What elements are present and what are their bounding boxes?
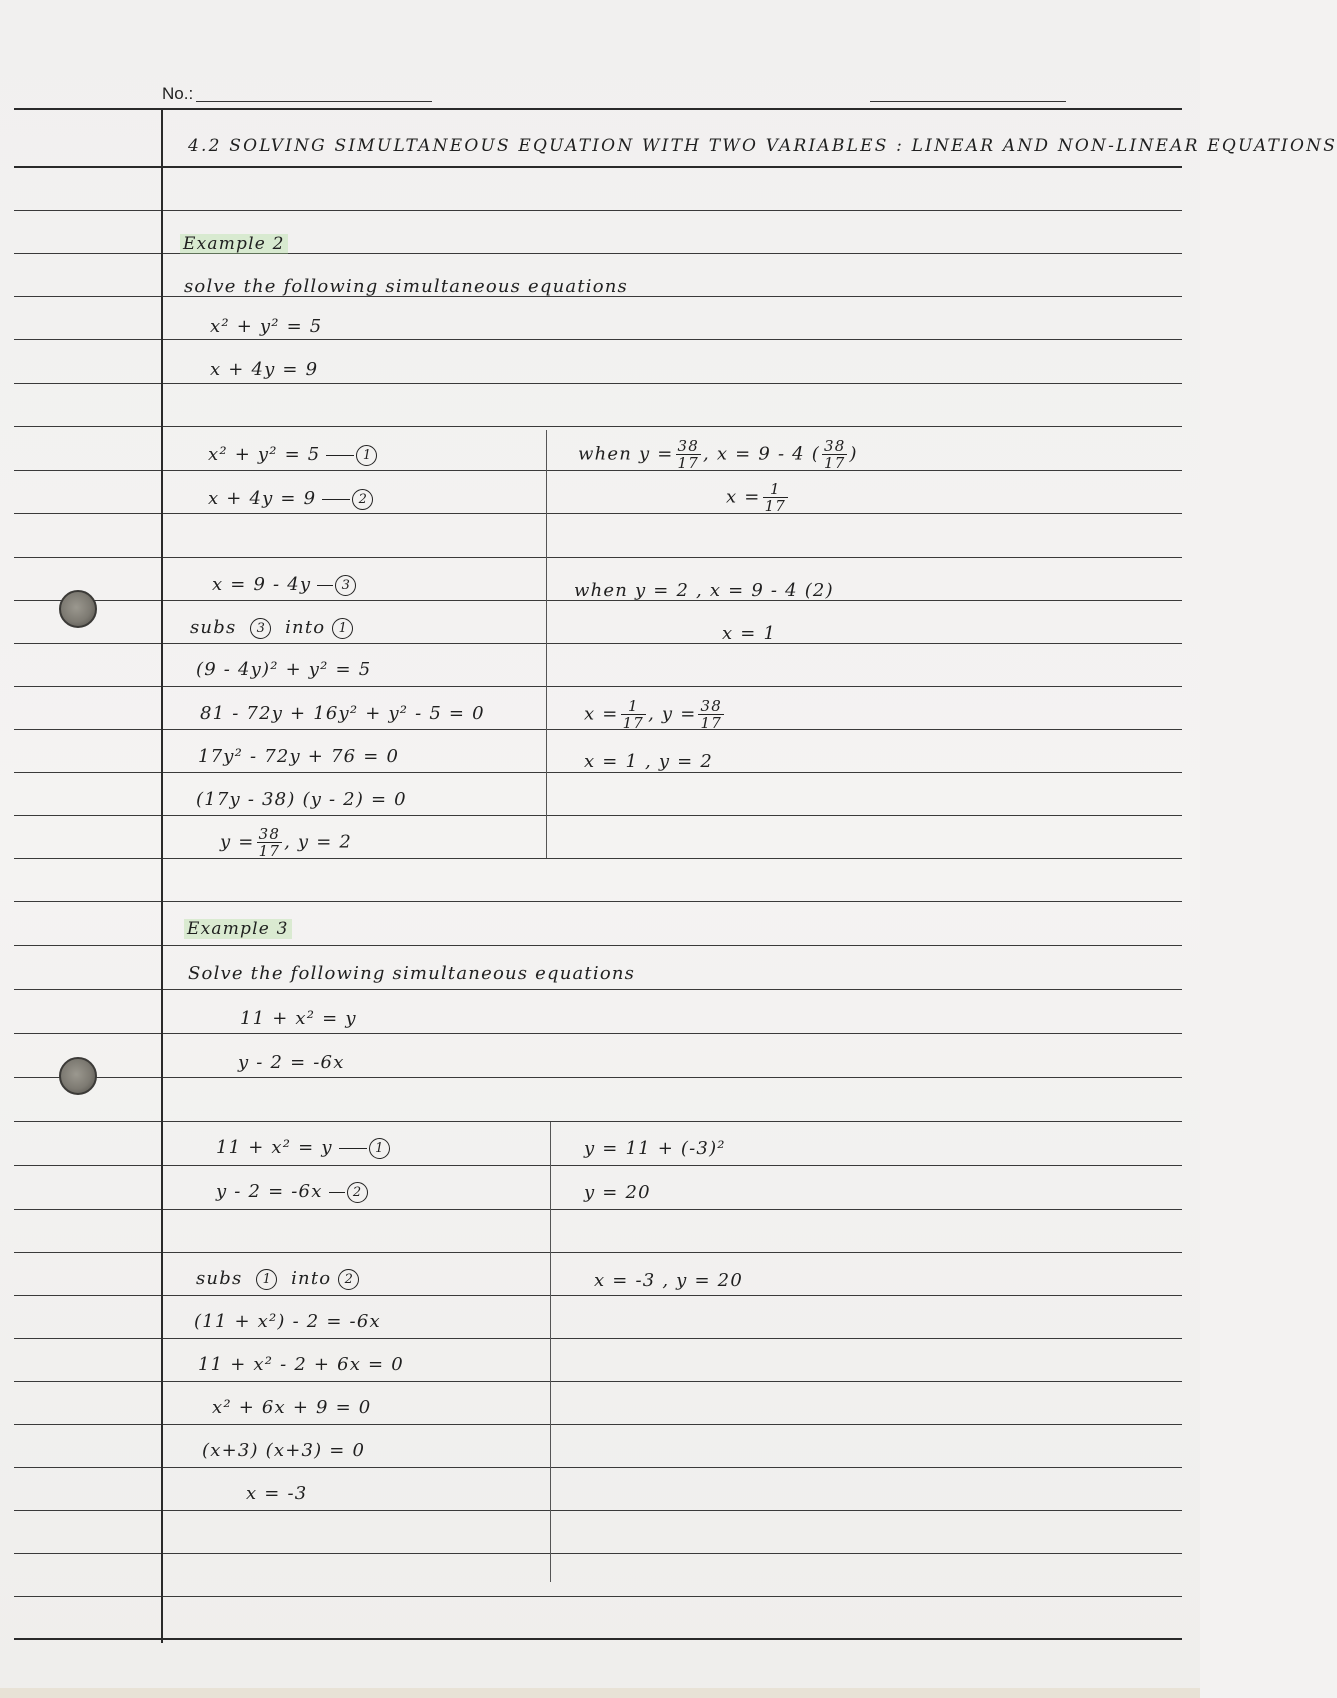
solution: x = -3 , y = 20 xyxy=(594,1270,743,1291)
column-divider xyxy=(546,430,547,858)
given-equation: y - 2 = -6x xyxy=(238,1052,345,1073)
date-field xyxy=(870,101,1066,102)
rule-line xyxy=(14,858,1182,859)
rule-line xyxy=(14,772,1182,773)
rule-line xyxy=(14,1033,1182,1034)
rule-line xyxy=(14,210,1182,211)
rule-line xyxy=(14,1338,1182,1339)
x-value-1: x = $\frac{1}{17}$ xyxy=(726,480,787,515)
page-edge xyxy=(0,1688,1200,1698)
rule-line xyxy=(14,945,1182,946)
substitute-y2: when y = 2 , x = 9 - 4 (2) xyxy=(574,580,834,601)
given-equation: x² + y² = 5 xyxy=(210,316,323,337)
rule-line xyxy=(14,989,1182,990)
given-equation: x + 4y = 9 xyxy=(210,359,319,380)
binder-hole xyxy=(59,1057,97,1095)
column-divider xyxy=(550,1122,551,1582)
equation-2: y - 2 = -6x 2 xyxy=(216,1181,368,1203)
rule-line xyxy=(14,901,1182,902)
rule-line xyxy=(14,1596,1182,1597)
rule-line xyxy=(14,815,1182,816)
equation-tag: 2 xyxy=(347,1182,368,1203)
example-2-instruction: solve the following simultaneous equations xyxy=(184,276,628,297)
solution-2: x = 1 , y = 2 xyxy=(584,751,714,772)
rule-line xyxy=(14,513,1182,514)
rule-line xyxy=(14,108,1182,110)
equation-tag: 1 xyxy=(356,445,377,466)
page-number-field xyxy=(196,101,432,102)
y-substitution: y = 11 + (-3)² xyxy=(584,1138,726,1159)
working-step: 17y² - 72y + 76 = 0 xyxy=(198,746,400,767)
rule-line xyxy=(14,1553,1182,1554)
equation-3: x = 9 - 4y 3 xyxy=(212,574,356,596)
binder-hole xyxy=(59,590,97,628)
margin-line xyxy=(161,108,163,1643)
rule-line xyxy=(14,1077,1182,1078)
x-value-2: x = 1 xyxy=(722,623,777,644)
solution-1: x = $\frac{1}{17}$ , y = $\frac{38}{17}$ xyxy=(584,697,722,732)
working-step: x² + 6x + 9 = 0 xyxy=(212,1397,372,1418)
equation-1: x² + y² = 5 1 xyxy=(208,444,377,466)
rule-line xyxy=(14,426,1182,427)
substitute-y1: when y = $\frac{38}{17}$ , x = 9 - 4 ( $\frac{38}{17}$ ) xyxy=(578,437,858,472)
page-title: 4.2 SOLVING SIMULTANEOUS EQUATION WITH TWO VARIABLES : LINEAR AND NON-LINEAR EQUATIONS xyxy=(188,136,1337,156)
working-step: 81 - 72y + 16y² + y² - 5 = 0 xyxy=(200,703,485,724)
rule-line xyxy=(14,339,1182,340)
equation-tag: 1 xyxy=(369,1138,390,1159)
y-roots: y = $\frac{38}{17}$ , y = 2 xyxy=(220,825,353,860)
rule-line xyxy=(14,686,1182,687)
working-step: (x+3) (x+3) = 0 xyxy=(202,1440,366,1461)
given-equation: 11 + x² = y xyxy=(240,1008,357,1029)
substitution-step: subs 1 into 2 xyxy=(196,1268,359,1290)
working-step: 11 + x² - 2 + 6x = 0 xyxy=(198,1354,404,1375)
example-2-heading: Example 2 xyxy=(180,234,288,254)
equation-tag: 2 xyxy=(352,489,373,510)
example-3-heading: Example 3 xyxy=(184,919,292,939)
working-step: (11 + x²) - 2 = -6x xyxy=(194,1311,381,1332)
rule-line xyxy=(14,1510,1182,1511)
equation-tag: 3 xyxy=(335,575,356,596)
rule-line xyxy=(14,1295,1182,1296)
rule-line xyxy=(14,166,1182,168)
rule-line xyxy=(14,383,1182,384)
y-value: y = 20 xyxy=(584,1182,651,1203)
example-3-instruction: Solve the following simultaneous equations xyxy=(188,963,636,984)
rule-line xyxy=(14,1467,1182,1468)
rule-line xyxy=(14,1424,1182,1425)
substitution-step: subs 3 into 1 xyxy=(190,617,353,639)
rule-line xyxy=(14,1209,1182,1210)
rule-line xyxy=(14,1165,1182,1166)
rule-line xyxy=(14,643,1182,644)
working-step: (9 - 4y)² + y² = 5 xyxy=(196,659,372,680)
x-root: x = -3 xyxy=(246,1483,308,1504)
rule-line xyxy=(14,1381,1182,1382)
page-number-label: No.: xyxy=(162,84,194,103)
working-step: (17y - 38) (y - 2) = 0 xyxy=(196,789,407,810)
equation-2: x + 4y = 9 2 xyxy=(208,488,373,510)
rule-line xyxy=(14,1121,1182,1122)
rule-line xyxy=(14,557,1182,558)
rule-line xyxy=(14,1638,1182,1640)
rule-line xyxy=(14,1252,1182,1253)
equation-1: 11 + x² = y 1 xyxy=(216,1137,390,1159)
